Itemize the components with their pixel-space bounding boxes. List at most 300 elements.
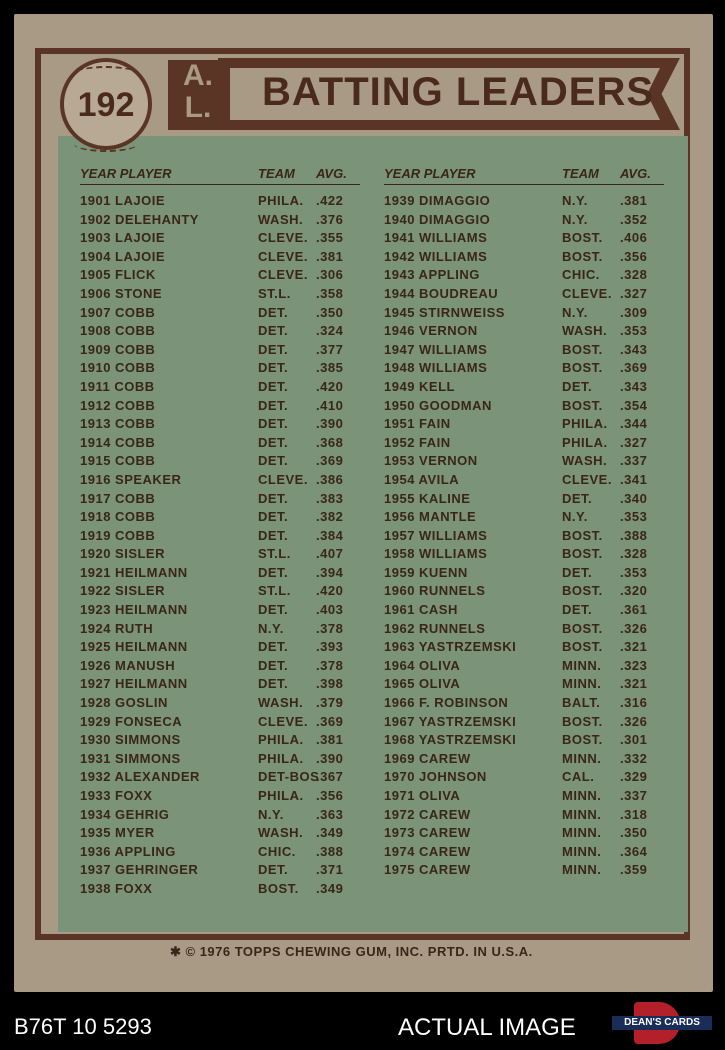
leader-row (384, 249, 664, 268)
leader-team: BOST. (562, 639, 603, 655)
leader-avg: .350 (620, 825, 648, 841)
leader-team: MINN. (562, 825, 602, 841)
leader-avg: .398 (316, 676, 344, 692)
leader-year-player: 1917 COBB (80, 490, 156, 506)
leader-avg: .329 (620, 769, 648, 785)
leader-team: BOST. (562, 341, 603, 357)
leader-year-player: 1956 MANTLE (384, 509, 477, 525)
leader-avg: .359 (620, 862, 648, 878)
leader-year-player: 1930 SIMMONS (80, 732, 181, 748)
leader-row (384, 621, 664, 640)
leader-year-player: 1932 ALEXANDER (80, 769, 200, 785)
leader-team: ST.L. (258, 546, 291, 562)
header-avg: AVG. (316, 166, 347, 181)
leader-avg: .367 (316, 769, 344, 785)
leader-avg: .349 (316, 825, 344, 841)
leader-avg: .364 (620, 843, 648, 859)
leader-team: PHILA. (258, 732, 304, 748)
leader-row (384, 212, 664, 231)
leader-year-player: 1922 SISLER (80, 583, 165, 599)
leader-avg: .353 (620, 509, 648, 525)
leader-team: DET. (562, 490, 593, 506)
leader-team: DET. (258, 639, 289, 655)
leader-avg: .378 (316, 620, 344, 636)
leader-avg: .394 (316, 564, 344, 580)
leader-year-player: 1962 RUNNELS (384, 620, 486, 636)
leader-year-player: 1914 COBB (80, 434, 156, 450)
leader-row (384, 769, 664, 788)
leader-row (80, 602, 360, 621)
leader-year-player: 1934 GEHRIG (80, 806, 170, 822)
leader-team: WASH. (258, 211, 304, 227)
leader-avg: .420 (316, 378, 344, 394)
leader-year-player: 1945 STIRNWEISS (384, 304, 505, 320)
leader-avg: .388 (316, 843, 344, 859)
leader-year-player: 1974 CAREW (384, 843, 471, 859)
leader-year-player: 1912 COBB (80, 397, 156, 413)
leader-team: MINN. (562, 843, 602, 859)
leader-avg: .344 (620, 416, 648, 432)
leader-row (384, 267, 664, 286)
leader-team: PHILA. (562, 416, 608, 432)
leader-row (384, 695, 664, 714)
leader-avg: .320 (620, 583, 648, 599)
leader-avg: .363 (316, 806, 344, 822)
leader-avg: .321 (620, 676, 648, 692)
leader-team: PHILA. (258, 750, 304, 766)
leader-year-player: 1957 WILLIAMS (384, 527, 488, 543)
leader-row (384, 751, 664, 770)
leader-team: MINN. (562, 750, 602, 766)
leader-row (80, 695, 360, 714)
leader-team: BALT. (562, 695, 601, 711)
leader-team: BOST. (562, 583, 603, 599)
baseball-seam (74, 66, 138, 82)
leader-team: DET. (258, 323, 289, 339)
leader-avg: .369 (620, 360, 648, 376)
leader-avg: .324 (316, 323, 344, 339)
leader-year-player: 1972 CAREW (384, 806, 471, 822)
deans-cards-logo (612, 1002, 712, 1044)
leader-row (80, 360, 360, 379)
leader-team: N.Y. (562, 509, 588, 525)
leader-avg: .323 (620, 657, 648, 673)
leader-team: WASH. (562, 323, 608, 339)
leader-avg: .326 (620, 713, 648, 729)
leader-team: MINN. (562, 657, 602, 673)
leader-team: DET-BOS (258, 769, 320, 785)
leader-team: DET. (258, 453, 289, 469)
league-label: A. L. (168, 60, 228, 130)
leader-avg: .306 (316, 267, 344, 283)
leader-year-player: 1923 HEILMANN (80, 602, 188, 618)
leader-team: DET. (258, 378, 289, 394)
leader-year-player: 1951 FAIN (384, 416, 451, 432)
leader-row (384, 658, 664, 677)
leader-avg: .382 (316, 509, 344, 525)
leader-team: DET. (258, 527, 289, 543)
leader-avg: .368 (316, 434, 344, 450)
leader-team: DET. (562, 378, 593, 394)
leader-team: BOST. (562, 527, 603, 543)
leader-team: BOST. (562, 360, 603, 376)
leader-year-player: 1928 GOSLIN (80, 695, 168, 711)
leader-avg: .349 (316, 880, 344, 896)
leader-team: DET. (258, 304, 289, 320)
leader-year-player: 1958 WILLIAMS (384, 546, 488, 562)
leader-row (384, 398, 664, 417)
leader-team: MINN. (562, 676, 602, 692)
leader-row (384, 342, 664, 361)
leader-team: MINN. (562, 806, 602, 822)
leader-team: DET. (258, 862, 289, 878)
column-header (384, 166, 664, 185)
leader-year-player: 1973 CAREW (384, 825, 471, 841)
leader-row (384, 286, 664, 305)
card-number: 192 (77, 86, 135, 124)
leader-row (80, 398, 360, 417)
leader-row (80, 621, 360, 640)
leader-row (384, 732, 664, 751)
leader-team: DET. (562, 602, 593, 618)
leader-avg: .316 (620, 695, 648, 711)
leader-avg: .301 (620, 732, 648, 748)
leader-year-player: 1947 WILLIAMS (384, 341, 488, 357)
leader-team: CLEVE. (258, 713, 308, 729)
leader-year-player: 1943 APPLING (384, 267, 480, 283)
leader-avg: .377 (316, 341, 344, 357)
leader-team: DET. (258, 602, 289, 618)
leader-team: BOST. (562, 397, 603, 413)
leader-year-player: 1941 WILLIAMS (384, 230, 488, 246)
leader-team: CAL. (562, 769, 595, 785)
leader-team: N.Y. (562, 304, 588, 320)
leader-year-player: 1905 FLICK (80, 267, 156, 283)
leader-team: PHILA. (562, 434, 608, 450)
leader-year-player: 1966 F. ROBINSON (384, 695, 509, 711)
leader-avg: .326 (620, 620, 648, 636)
leader-avg: .354 (620, 397, 648, 413)
leader-team: CLEVE. (258, 248, 308, 264)
leader-year-player: 1954 AVILA (384, 471, 460, 487)
leader-row (80, 286, 360, 305)
leader-avg: .328 (620, 546, 648, 562)
leader-avg: .343 (620, 341, 648, 357)
leader-year-player: 1901 LAJOIE (80, 193, 165, 208)
leader-row (384, 193, 664, 212)
leader-year-player: 1910 COBB (80, 360, 156, 376)
leaders-column-right (384, 166, 664, 881)
leader-team: BOST. (562, 620, 603, 636)
leader-row (80, 491, 360, 510)
leader-row (80, 583, 360, 602)
leader-team: BOST. (258, 880, 299, 896)
leader-year-player: 1904 LAJOIE (80, 248, 165, 264)
leader-row (80, 528, 360, 547)
leader-team: DET. (258, 490, 289, 506)
leader-row (80, 546, 360, 565)
leader-team: ST.L. (258, 583, 291, 599)
leader-row (384, 844, 664, 863)
leader-row (384, 379, 664, 398)
leader-row (384, 825, 664, 844)
leader-year-player: 1970 JOHNSON (384, 769, 487, 785)
leader-team: WASH. (562, 453, 608, 469)
leader-avg: .388 (620, 527, 648, 543)
leader-year-player: 1963 YASTRZEMSKI (384, 639, 517, 655)
leader-year-player: 1935 MYER (80, 825, 155, 841)
leader-row (384, 807, 664, 826)
leader-row (80, 509, 360, 528)
baseball-seam (74, 136, 138, 152)
leader-row (384, 416, 664, 435)
leader-avg: .406 (620, 230, 648, 246)
leader-row (80, 267, 360, 286)
leader-avg: .390 (316, 416, 344, 432)
leader-year-player: 1960 RUNNELS (384, 583, 486, 599)
leader-avg: .309 (620, 304, 648, 320)
header-team: TEAM (562, 166, 599, 181)
leader-team: DET. (258, 676, 289, 692)
leader-year-player: 1942 WILLIAMS (384, 248, 488, 264)
leader-team: BOST. (562, 546, 603, 562)
leader-avg: .352 (620, 211, 648, 227)
leader-avg: .410 (316, 397, 344, 413)
leader-avg: .378 (316, 657, 344, 673)
leader-year-player: 1926 MANUSH (80, 657, 176, 673)
leader-avg: .321 (620, 639, 648, 655)
leader-year-player: 1953 VERNON (384, 453, 478, 469)
leader-avg: .376 (316, 211, 344, 227)
leader-year-player: 1911 COBB (80, 378, 155, 394)
leader-row (80, 844, 360, 863)
leader-avg: .422 (316, 193, 344, 208)
leader-row (384, 565, 664, 584)
leader-avg: .358 (316, 285, 344, 301)
leader-row (80, 769, 360, 788)
leader-avg: .353 (620, 323, 648, 339)
leader-row (384, 583, 664, 602)
leader-row (80, 714, 360, 733)
leader-avg: .350 (316, 304, 344, 320)
leader-year-player: 1965 OLIVA (384, 676, 461, 692)
leader-year-player: 1950 GOODMAN (384, 397, 492, 413)
leader-row (384, 528, 664, 547)
leader-team: CLEVE. (258, 471, 308, 487)
leader-row (384, 546, 664, 565)
leader-avg: .328 (620, 267, 648, 283)
leader-year-player: 1971 OLIVA (384, 788, 461, 803)
leader-row (384, 788, 664, 807)
header-year-player: YEAR PLAYER (384, 166, 476, 181)
leader-row (80, 881, 360, 900)
leader-avg: .369 (316, 453, 344, 469)
leader-year-player: 1968 YASTRZEMSKI (384, 732, 517, 748)
leader-year-player: 1921 HEILMANN (80, 564, 188, 580)
leader-avg: .403 (316, 602, 344, 618)
leader-year-player: 1975 CAREW (384, 862, 471, 878)
leader-row (384, 323, 664, 342)
leader-row (384, 230, 664, 249)
leader-team: N.Y. (258, 620, 284, 636)
leader-avg: .371 (316, 862, 344, 878)
leaders-column-left (80, 166, 360, 900)
leader-row (80, 565, 360, 584)
leader-avg: .337 (620, 788, 648, 803)
leader-year-player: 1906 STONE (80, 285, 163, 301)
leader-team: CLEVE. (562, 285, 612, 301)
leader-avg: .356 (316, 788, 344, 803)
leader-row (80, 212, 360, 231)
card-title: BATTING LEADERS (262, 70, 655, 114)
leader-avg: .384 (316, 527, 344, 543)
leader-avg: .381 (620, 193, 648, 208)
leader-year-player: 1924 RUTH (80, 620, 154, 636)
leader-row (80, 807, 360, 826)
leader-row (80, 639, 360, 658)
leader-team: DET. (258, 397, 289, 413)
leader-team: DET. (258, 657, 289, 673)
leader-avg: .361 (620, 602, 648, 618)
column-header (80, 166, 360, 185)
leader-avg: .340 (620, 490, 648, 506)
leader-year-player: 1916 SPEAKER (80, 471, 182, 487)
leader-year-player: 1967 YASTRZEMSKI (384, 713, 517, 729)
leader-year-player: 1919 COBB (80, 527, 156, 543)
logo-text: DEAN'S CARDS (612, 1016, 712, 1030)
leader-year-player: 1959 KUENN (384, 564, 468, 580)
leader-team: CLEVE. (258, 267, 308, 283)
leader-row (384, 453, 664, 472)
leader-year-player: 1929 FONSECA (80, 713, 183, 729)
leader-year-player: 1948 WILLIAMS (384, 360, 488, 376)
leader-year-player: 1933 FOXX (80, 788, 153, 803)
leader-avg: .383 (316, 490, 344, 506)
leader-avg: .420 (316, 583, 344, 599)
leader-year-player: 1939 DIMAGGIO (384, 193, 491, 208)
header-team: TEAM (258, 166, 295, 181)
actual-image-caption: ACTUAL IMAGE (398, 1014, 576, 1041)
leader-year-player: 1903 LAJOIE (80, 230, 165, 246)
leader-team: WASH. (258, 825, 304, 841)
leader-team: DET. (562, 564, 593, 580)
leader-avg: .381 (316, 248, 344, 264)
leader-row (80, 342, 360, 361)
leader-team: BOST. (562, 713, 603, 729)
leader-team: CHIC. (562, 267, 600, 283)
leader-row (384, 472, 664, 491)
leader-year-player: 1925 HEILMANN (80, 639, 188, 655)
leader-avg: .337 (620, 453, 648, 469)
leader-team: PHILA. (258, 788, 304, 803)
leader-team: N.Y. (562, 193, 588, 208)
leader-row (384, 676, 664, 695)
leader-team: DET. (258, 434, 289, 450)
leader-row (80, 825, 360, 844)
leader-year-player: 1931 SIMMONS (80, 750, 181, 766)
leader-row (384, 602, 664, 621)
leader-avg: .369 (316, 713, 344, 729)
leader-row (80, 658, 360, 677)
header-avg: AVG. (620, 166, 651, 181)
leader-avg: .393 (316, 639, 344, 655)
leader-row (80, 472, 360, 491)
leader-team: CLEVE. (258, 230, 308, 246)
leader-team: BOST. (562, 732, 603, 748)
baseball-icon (60, 58, 152, 150)
leader-year-player: 1936 APPLING (80, 843, 176, 859)
leader-year-player: 1915 COBB (80, 453, 156, 469)
leader-row (384, 714, 664, 733)
leader-row (384, 435, 664, 454)
leader-year-player: 1949 KELL (384, 378, 455, 394)
leader-year-player: 1937 GEHRINGER (80, 862, 199, 878)
leader-row (80, 416, 360, 435)
leader-year-player: 1913 COBB (80, 416, 156, 432)
leader-team: MINN. (562, 788, 602, 803)
leader-team: CHIC. (258, 843, 296, 859)
leader-team: BOST. (562, 230, 603, 246)
leader-row (80, 305, 360, 324)
leader-year-player: 1964 OLIVA (384, 657, 461, 673)
leader-avg: .332 (620, 750, 648, 766)
leader-year-player: 1918 COBB (80, 509, 156, 525)
leader-row (80, 193, 360, 212)
copyright-footer: ✱ © 1976 TOPPS CHEWING GUM, INC. PRTD. IN U.S.A. (170, 944, 533, 959)
leader-row (80, 732, 360, 751)
leader-team: DET. (258, 360, 289, 376)
leader-team: N.Y. (562, 211, 588, 227)
leader-row (80, 435, 360, 454)
leader-team: MINN. (562, 862, 602, 878)
leader-year-player: 1907 COBB (80, 304, 156, 320)
leader-avg: .353 (620, 564, 648, 580)
leader-year-player: 1952 FAIN (384, 434, 451, 450)
leader-row (80, 379, 360, 398)
leader-avg: .386 (316, 471, 344, 487)
leader-avg: .341 (620, 471, 648, 487)
leader-avg: .355 (316, 230, 344, 246)
leader-avg: .327 (620, 434, 648, 450)
leader-row (80, 862, 360, 881)
leader-year-player: 1961 CASH (384, 602, 458, 618)
leader-year-player: 1920 SISLER (80, 546, 165, 562)
leader-year-player: 1902 DELEHANTY (80, 211, 199, 227)
leader-year-player: 1938 FOXX (80, 880, 153, 896)
leader-team: ST.L. (258, 285, 291, 301)
leader-row (384, 862, 664, 881)
leader-avg: .356 (620, 248, 648, 264)
leader-team: PHILA. (258, 193, 304, 208)
leader-row (384, 509, 664, 528)
leader-avg: .318 (620, 806, 648, 822)
card-id-caption: B76T 10 5293 (14, 1014, 152, 1039)
leader-row (80, 323, 360, 342)
leader-avg: .407 (316, 546, 344, 562)
leader-year-player: 1944 BOUDREAU (384, 285, 499, 301)
leader-year-player: 1909 COBB (80, 341, 156, 357)
leader-avg: .385 (316, 360, 344, 376)
leader-team: DET. (258, 564, 289, 580)
leader-row (80, 751, 360, 770)
leader-avg: .343 (620, 378, 648, 394)
leader-row (384, 639, 664, 658)
leader-row (384, 360, 664, 379)
leader-row (80, 676, 360, 695)
leader-team: DET. (258, 509, 289, 525)
leader-team: WASH. (258, 695, 304, 711)
leader-row (384, 491, 664, 510)
